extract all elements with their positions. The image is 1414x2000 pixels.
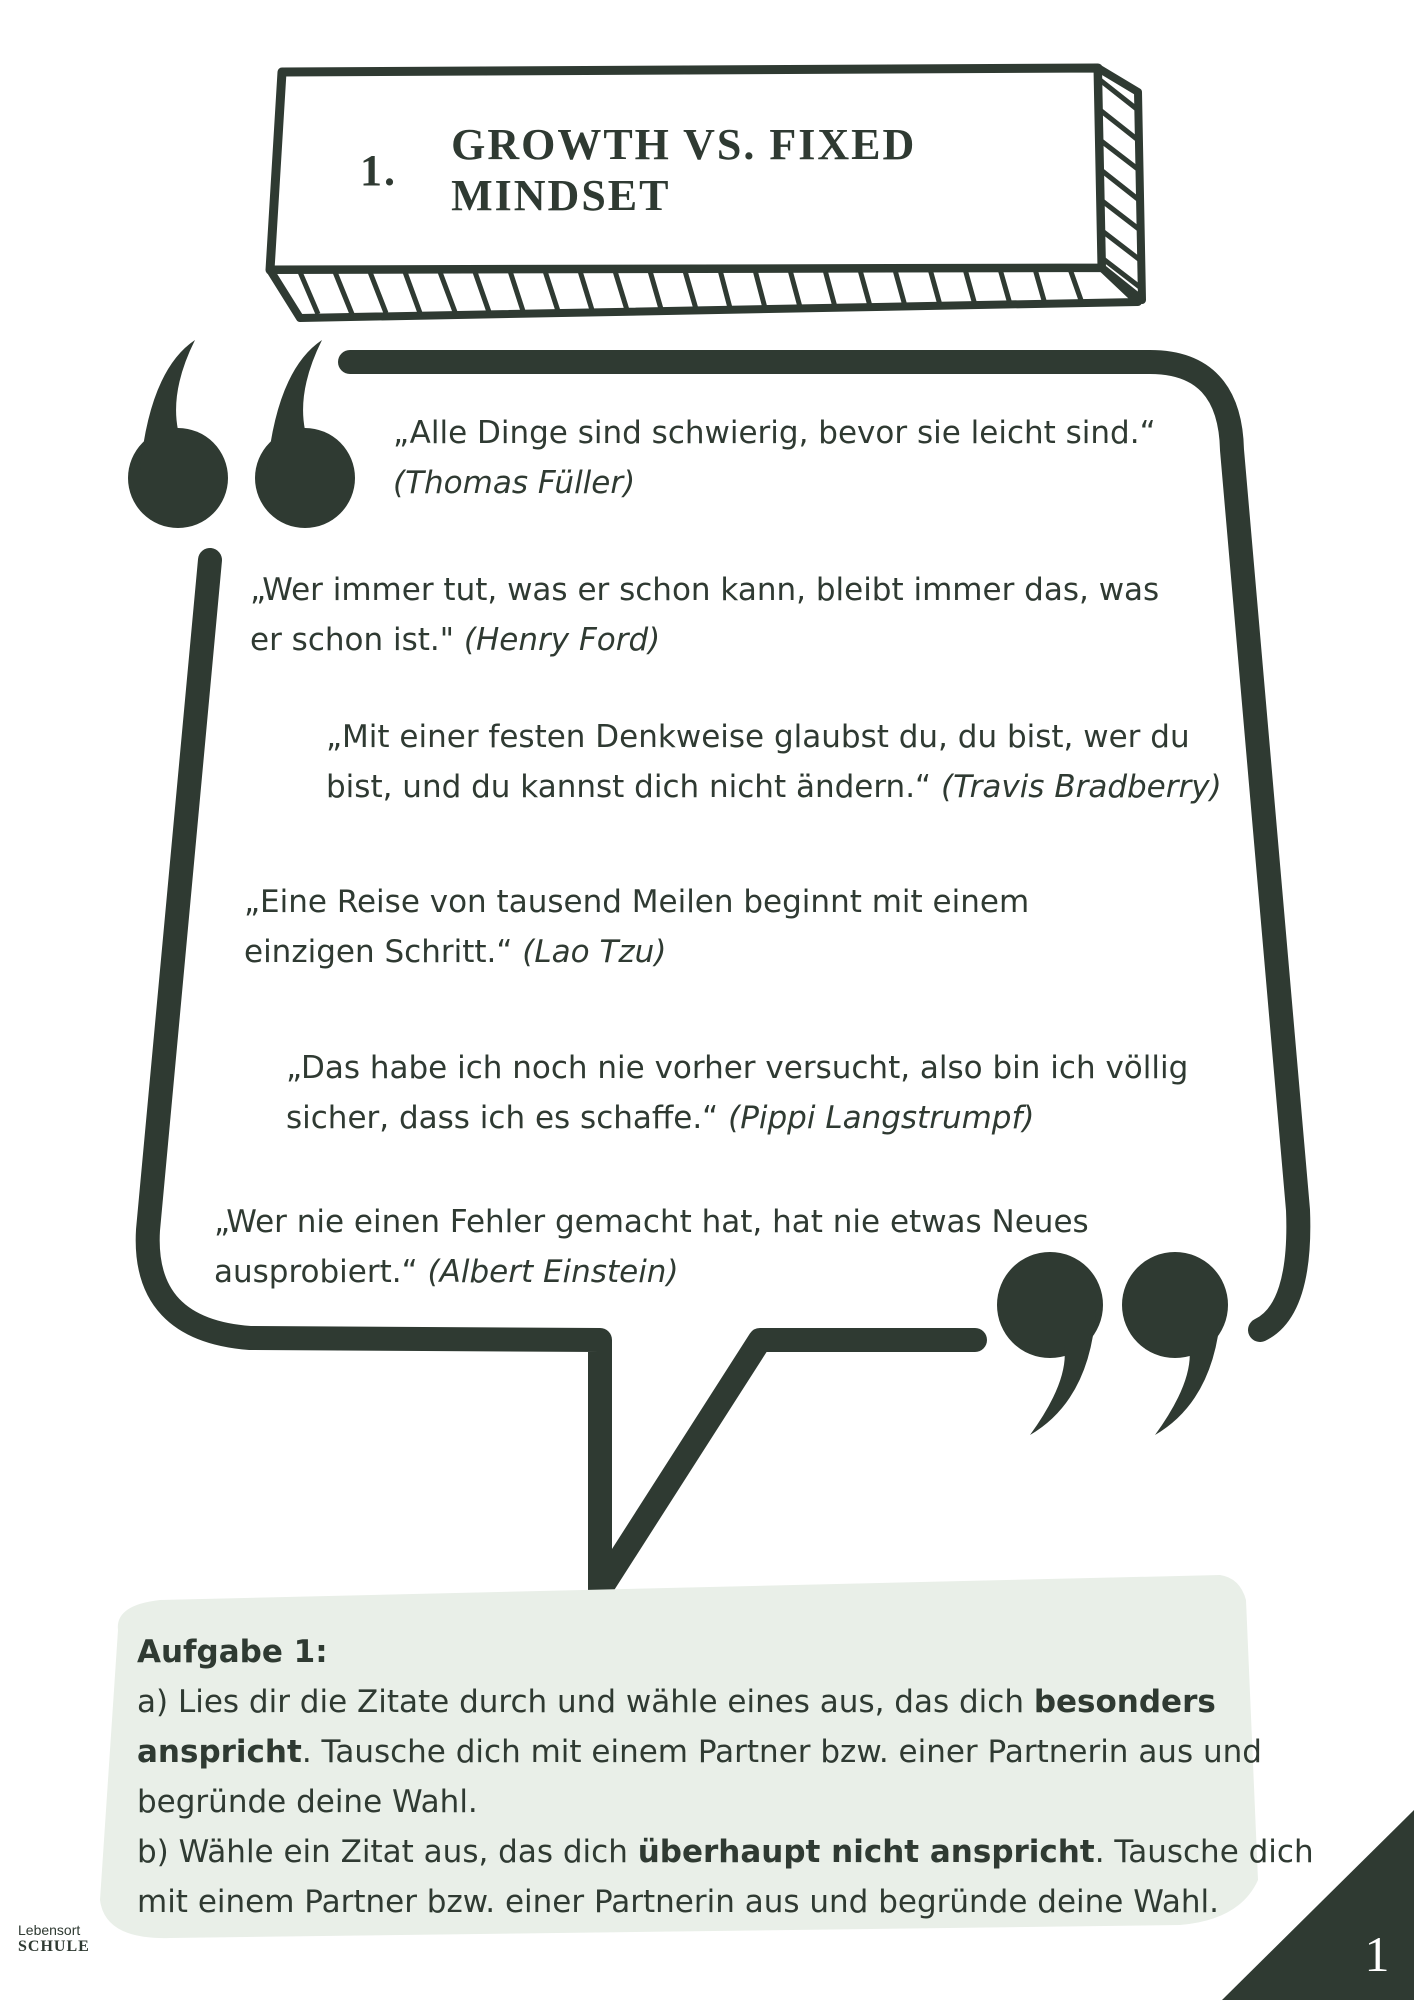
quote-author: (Thomas Füller): [393, 465, 636, 501]
quote-6: [214, 1197, 1089, 1297]
quote-text: ausprobiert.“: [214, 1254, 428, 1290]
quote-author: (Lao Tzu): [522, 934, 667, 970]
task-a-text: . Tausche dich mit einem Partner bzw. einer Partnerin aus und begründe deine Wahl.: [137, 1734, 1262, 1820]
quote-2: [250, 565, 1159, 665]
quote-4: [244, 877, 1029, 977]
quote-author: (Henry Ford): [463, 622, 661, 658]
quote-text: „Eine Reise von tausend Meilen beginnt mit einem: [244, 884, 1030, 920]
quote-author: (Pippi Langstrumpf): [728, 1100, 1035, 1136]
quote-author: (Albert Einstein): [427, 1254, 679, 1290]
quote-text: „Wer nie einen Fehler gemacht hat, hat nie etwas Neues: [214, 1204, 1089, 1240]
quote-text: „Das habe ich noch nie vorher versucht, also bin ich völlig: [286, 1050, 1189, 1086]
quote-text: sicher, dass ich es schaffe.“: [286, 1100, 729, 1136]
page-title: [300, 120, 1120, 220]
quote-author: (Travis Bradberry): [940, 769, 1222, 805]
task-b: [137, 1827, 1327, 1927]
logo-line-1: Lebensort: [18, 1922, 81, 1938]
task-heading: Aufgabe 1:: [137, 1634, 328, 1670]
title-number: 1.: [360, 145, 397, 195]
task-a-text: a) Lies dir die Zitate durch und wähle eines aus, das dich: [137, 1684, 1034, 1720]
logo: [18, 1922, 108, 1982]
task-b-text: b) Wähle ein Zitat aus, das dich: [137, 1834, 638, 1870]
quote-text: „Mit einer festen Denkweise glaubst du, du bist, wer du: [326, 719, 1190, 755]
task-a-emphasis: besonders anspricht: [137, 1684, 1216, 1770]
quote-5: [286, 1043, 1188, 1143]
opening-quote-marks: [128, 340, 355, 528]
logo-line-2: SCHULE: [18, 1938, 90, 1955]
task-a: [137, 1677, 1327, 1827]
quote-text: einzigen Schritt.“: [244, 934, 523, 970]
quote-3: [326, 712, 1222, 812]
quote-1: [393, 408, 1156, 508]
quote-text: „Wer immer tut, was er schon kann, bleibt immer das, was: [250, 572, 1160, 608]
quote-text: „Alle Dinge sind schwierig, bevor sie leicht sind.“: [393, 415, 1156, 451]
task-b-text: . Tausche dich mit einem Partner bzw. einer Partnerin aus und begründe deine Wahl.: [137, 1834, 1314, 1920]
quote-text: er schon ist.": [250, 622, 464, 658]
quote-text: bist, und du kannst dich nicht ändern.“: [326, 769, 941, 805]
task-box: [137, 1627, 1327, 1927]
task-b-emphasis: überhaupt nicht anspricht: [637, 1834, 1095, 1870]
page-number: 1: [1364, 1926, 1390, 1982]
title-text: GROWTH VS. FIXED MINDSET: [451, 120, 917, 220]
